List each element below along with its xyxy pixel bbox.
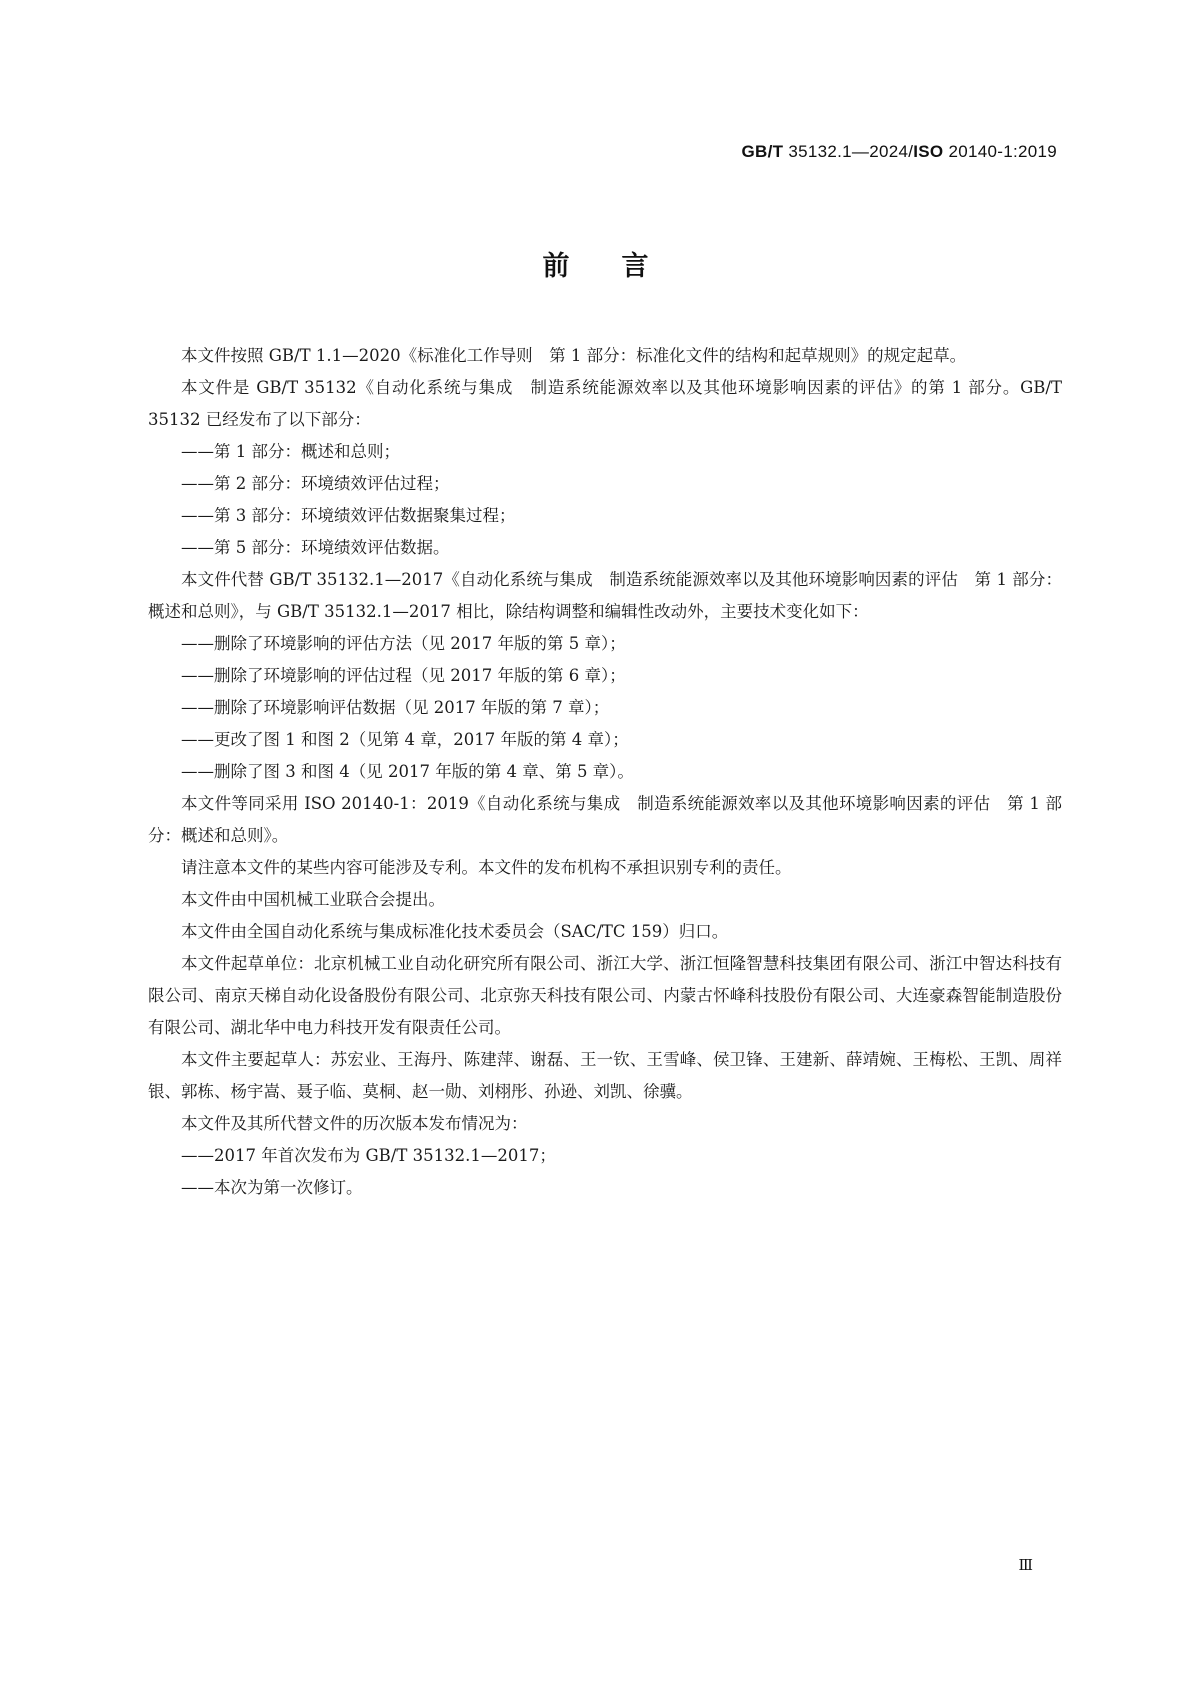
standard-code-iso-number: 20140-1:2019 (943, 142, 1057, 161)
page-title: 前言 (542, 251, 701, 282)
standard-code (742, 142, 1057, 162)
paragraph-committee: 本文件由全国自动化系统与集成标准化技术委员会（SAC/TC 159）归口。 (181, 922, 729, 941)
list-item: ——删除了环境影响的评估过程（见 2017 年版的第 6 章）； (181, 666, 626, 685)
paragraph-history: 本文件及其所代替文件的历次版本发布情况为： (181, 1114, 528, 1133)
paragraph-series-parts: 本文件是 GB/T 35132《自动化系统与集成 制造系统能源效率以及其他环境影响因素的评估》的第 1 部分。GB/T 35132 已经发布了以下部分： (148, 378, 1062, 429)
paragraph-proposer: 本文件由中国机械工业联合会提出。 (181, 890, 445, 909)
paragraph-iso-adoption: 本文件等同采用 ISO 20140-1：2019《自动化系统与集成 制造系统能源效率以及其他环境影响因素的评估 第 1 部分：概述和总则》。 (148, 794, 1062, 845)
page-number: Ⅲ (1018, 1556, 1033, 1574)
list-item: ——删除了环境影响的评估方法（见 2017 年版的第 5 章）； (181, 634, 626, 653)
list-item: ——2017 年首次发布为 GB/T 35132.1—2017； (181, 1146, 556, 1165)
list-item: ——删除了图 3 和图 4（见 2017 年版的第 4 章、第 5 章）。 (181, 762, 634, 781)
foreword-body (148, 340, 1062, 1204)
standard-code-iso: ISO (913, 142, 944, 161)
paragraph-drafters: 本文件主要起草人：苏宏业、王海丹、陈建萍、谢磊、王一钦、王雪峰、侯卫锋、王建新、薛靖婉、王梅松、王凯、周祥银、郭栋、杨宇嵩、聂子临、莫桐、赵一勋、刘栩彤、孙逊、刘凯、徐骥。 (148, 1050, 1062, 1101)
standard-code-number: 35132.1—2024/ (783, 142, 914, 161)
list-item: ——第 1 部分：概述和总则； (181, 442, 400, 461)
list-item: ——删除了环境影响评估数据（见 2017 年版的第 7 章）； (181, 698, 610, 717)
list-item: ——第 2 部分：环境绩效评估过程； (181, 474, 450, 493)
paragraph-patent-notice: 请注意本文件的某些内容可能涉及专利。本文件的发布机构不承担识别专利的责任。 (181, 858, 792, 877)
list-item: ——本次为第一次修订。 (181, 1178, 363, 1197)
list-item: ——更改了图 1 和图 2（见第 4 章，2017 年版的第 4 章）； (181, 730, 629, 749)
standard-code-prefix: GB/T (741, 142, 784, 161)
paragraph-drafting-rules: 本文件按照 GB/T 1.1—2020《标准化工作导则 第 1 部分：标准化文件的结构和起草规则》的规定起草。 (181, 346, 967, 365)
paragraph-drafting-units: 本文件起草单位：北京机械工业自动化研究所有限公司、浙江大学、浙江恒隆智慧科技集团有限公司、浙江中智达科技有限公司、南京天梯自动化设备股份有限公司、北京弥天科技有限公司、内蒙古怀峰科技股份有限公司、大连豪森智能制造股份有限公司、湖北华中电力科技开发有限责任公司。 (148, 954, 1062, 1037)
list-item: ——第 5 部分：环境绩效评估数据。 (181, 538, 450, 557)
list-item: ——第 3 部分：环境绩效评估数据聚集过程； (181, 506, 516, 525)
paragraph-replacement: 本文件代替 GB/T 35132.1—2017《自动化系统与集成 制造系统能源效率以及其他环境影响因素的评估 第 1 部分：概述和总则》，与 GB/T 35132.1—2017 相比，除结构调整和编辑性改动外，主要技术变化如下： (148, 570, 1062, 621)
